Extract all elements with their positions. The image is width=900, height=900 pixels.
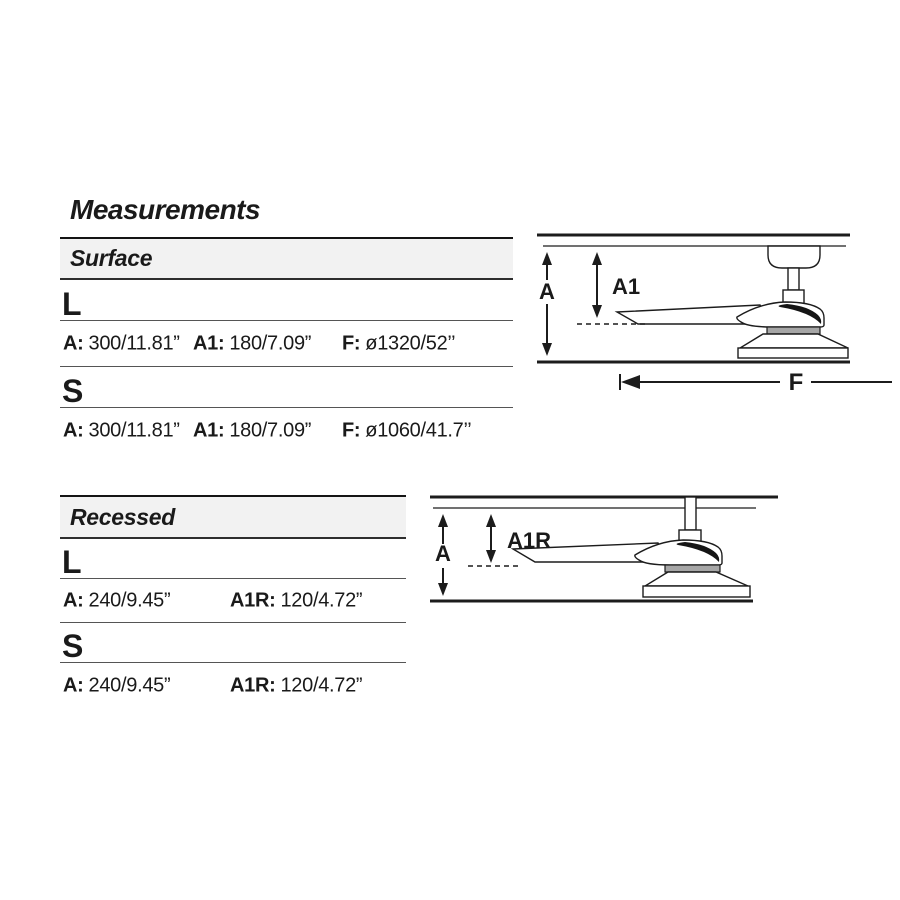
row-variant-label (60, 623, 406, 663)
row-variant-label (60, 367, 513, 408)
surface-measurements-table (60, 237, 513, 453)
variant-l-label: L (62, 285, 82, 322)
measurement-a1 (193, 332, 311, 355)
variant-s-label: S (62, 627, 84, 664)
surface-table-header-label: Surface (70, 245, 153, 271)
measurement-a-value: 300/11.81” (88, 419, 180, 441)
measurement-a1r (230, 674, 362, 697)
downrod (685, 497, 696, 530)
measurement-a-label: A: (63, 332, 84, 354)
recessed-table-header-label: Recessed (70, 503, 176, 530)
measurement-a (63, 674, 170, 697)
page-title: Measurements (70, 194, 261, 225)
variant-l-label: L (62, 543, 82, 580)
measurement-a1-value: 180/7.09” (229, 332, 312, 354)
recessed-measurements-table (60, 495, 406, 708)
row-variant-label (60, 539, 406, 579)
measurement-a1 (193, 419, 311, 442)
measurement-f-value: ø1320/52’’ (365, 332, 456, 354)
dimension-label-f: F (788, 369, 804, 396)
measurement-a (63, 332, 180, 355)
measurement-a1-label: A1: (193, 419, 225, 441)
measurement-row (60, 321, 513, 367)
dimension-label-a: A (435, 541, 451, 566)
light-diffuser (645, 572, 748, 586)
measurement-row (60, 663, 406, 708)
measurement-a1r-label: A1R: (230, 674, 276, 696)
measurement-a (63, 419, 180, 442)
measurement-f (342, 332, 455, 355)
measurement-f-label: F: (342, 419, 361, 441)
measurement-a1r-label: A1R: (230, 589, 276, 611)
measurement-a (63, 589, 170, 612)
measurement-f-label: F: (342, 332, 361, 354)
motor-band (665, 565, 720, 572)
measurement-f-value: ø1060/41.7’’ (365, 419, 472, 441)
measurement-a-value: 240/9.45” (88, 589, 171, 611)
measurement-a1r (230, 589, 362, 612)
measurement-a-label: A: (63, 674, 84, 696)
dimension-arrow-a1r (486, 514, 496, 563)
canopy (768, 246, 820, 268)
measurement-a-label: A: (63, 589, 84, 611)
dimension-arrow-a (542, 252, 552, 356)
measurement-f (342, 419, 471, 442)
dimension-label-a: A (539, 279, 555, 304)
measurement-a1r-value: 120/4.72” (280, 589, 363, 611)
measurement-row (60, 579, 406, 623)
measurement-a-value: 300/11.81” (88, 332, 180, 354)
dimension-arrow-f (620, 374, 892, 390)
motor-band (767, 327, 820, 334)
measurement-a-label: A: (63, 419, 84, 441)
recessed-mount-diagram (425, 488, 790, 615)
light-diffuser (740, 334, 848, 348)
surface-table-header (60, 239, 513, 280)
surface-mount-diagram (530, 228, 900, 400)
row-variant-label (60, 280, 513, 321)
measurement-a1-value: 180/7.09” (229, 419, 312, 441)
measurement-row (60, 408, 513, 453)
measurement-a1r-value: 120/4.72” (280, 674, 363, 696)
dimension-label-a1: A1 (612, 274, 641, 299)
downrod (788, 268, 799, 290)
base-plate (643, 586, 750, 597)
dimension-label-a1r: A1R (507, 528, 552, 553)
dimension-arrow-a1 (592, 252, 602, 318)
measurement-a-value: 240/9.45” (88, 674, 171, 696)
measurement-a1-label: A1: (193, 332, 225, 354)
base-plate (738, 348, 848, 358)
variant-s-label: S (62, 372, 84, 409)
recessed-table-header (60, 497, 406, 539)
